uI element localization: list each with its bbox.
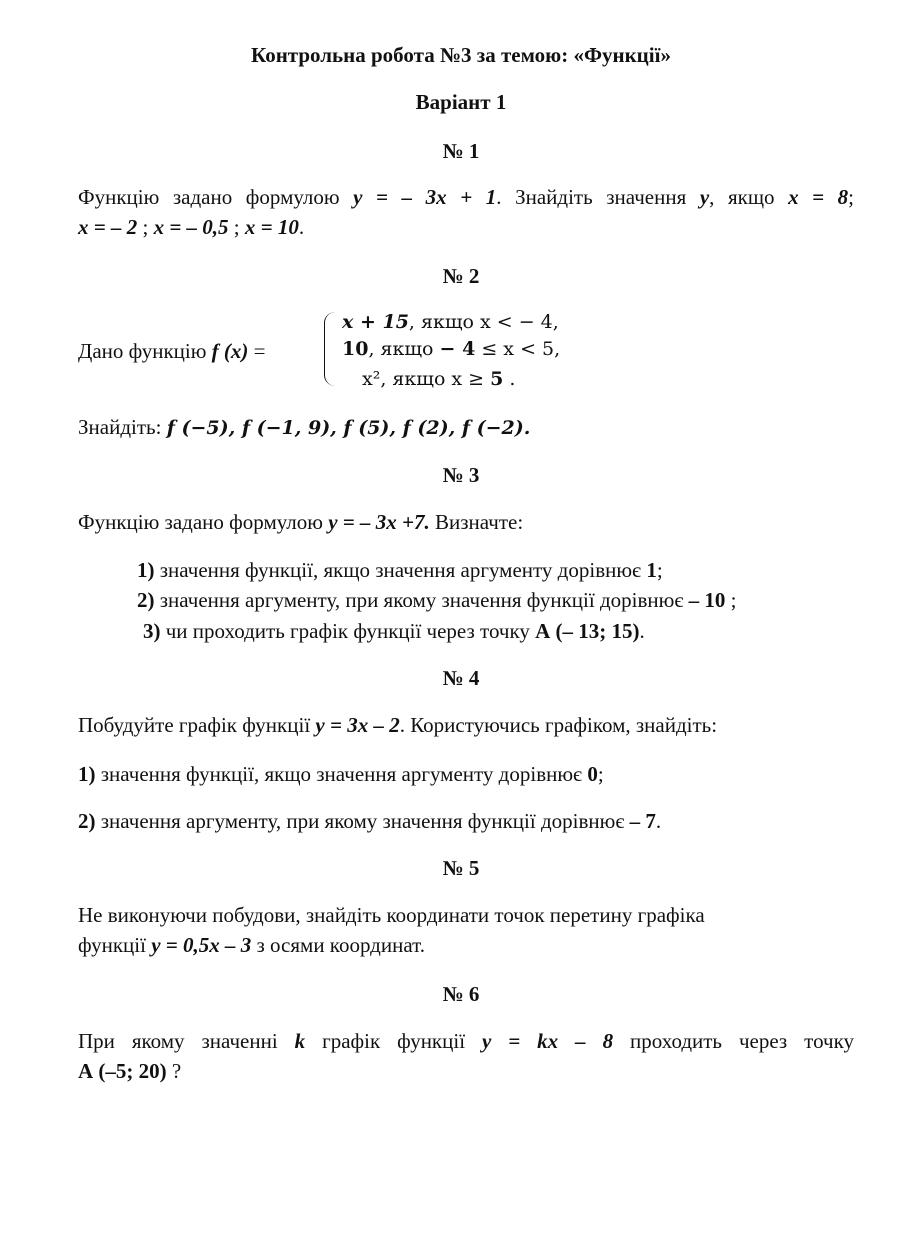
case-3-condition: , якщо x ≥ <box>380 368 491 390</box>
item-number: 1) <box>78 762 96 786</box>
task-1-value-4: x = 10 <box>244 215 299 239</box>
case-1-condition: , якщо x < − 4, <box>408 311 559 333</box>
task-4-item-2 <box>78 808 661 834</box>
task-3-text: Функцію задано формулою <box>78 510 329 534</box>
task-3-item-1 <box>137 557 663 583</box>
case-2-condition: ≤ x < 5, <box>475 338 561 360</box>
item-text: значення функції, якщо значення аргументу дорівнює <box>154 558 647 582</box>
task-6-question-mark: ? <box>166 1059 182 1083</box>
case-1-expression: x + 15 <box>342 311 409 333</box>
task-1-var-y: y <box>699 185 710 209</box>
piecewise-case-2 <box>342 336 560 362</box>
piecewise-case-3 <box>362 366 515 392</box>
item-value: – 7 <box>629 809 656 833</box>
task-6-text-3: проходить через точку <box>613 1029 854 1053</box>
task-1-semicolon: ; <box>848 185 854 209</box>
task-4-statement <box>78 712 717 738</box>
task-5-line-1: Не виконуючи побудови, знайдіть координати точок перетину графіка <box>78 903 705 927</box>
variant-heading: Варіант 1 <box>415 90 507 114</box>
case-2-if: , якщо <box>368 338 440 360</box>
task-5-text: функції <box>78 933 152 957</box>
task-5-formula: y = 0,5x – 3 <box>151 933 252 957</box>
task-6-text-2: графік функції <box>305 1029 482 1053</box>
task-1-line-2 <box>78 214 304 240</box>
task-6-point: А (–5; 20) <box>78 1059 167 1083</box>
task-1-text-2: . Знайдіть значення <box>496 185 700 209</box>
item-number: 1) <box>137 558 155 582</box>
item-text: значення аргументу, при якому значення функції дорівнює <box>95 809 630 833</box>
task-2-given-text: Дано функцію <box>78 339 212 363</box>
task-1-formula: y = – 3x + 1 <box>353 185 497 209</box>
task-5-line-2 <box>78 932 425 958</box>
task-5-text-2: з осями координат. <box>251 933 425 957</box>
task-2-equals: = <box>248 339 266 363</box>
item-text: значення аргументу, при якому значення функції дорівнює <box>154 588 689 612</box>
piecewise-brace <box>324 312 335 386</box>
task-1-text-3: , якщо <box>709 185 789 209</box>
case-2-expression: 10 <box>342 338 369 360</box>
task-4-text: Побудуйте графік функції <box>78 713 316 737</box>
task-2-number: № 2 <box>442 264 480 288</box>
item-end: ; <box>597 762 604 786</box>
item-end: ; <box>656 558 663 582</box>
item-end: . <box>655 809 662 833</box>
case-3-period: . <box>503 368 516 390</box>
task-1-value-1: x = 8 <box>788 185 849 209</box>
task-2-find-values: f (−5), f (−1, 9), f (5), f (2), f (−2). <box>166 417 531 439</box>
task-4-number: № 4 <box>442 666 480 690</box>
task-1-value-2: x = – 2 <box>78 215 138 239</box>
task-3-item-2 <box>137 587 736 613</box>
item-value: 0 <box>587 762 598 786</box>
item-number: 2) <box>137 588 155 612</box>
item-number: 2) <box>78 809 96 833</box>
task-4-item-1 <box>78 761 604 787</box>
task-6-param-k: k <box>294 1029 306 1053</box>
task-6-line-2 <box>78 1058 181 1084</box>
task-3-text-2: Визначте: <box>429 510 524 534</box>
task-6-formula: y = kx – 8 <box>482 1029 614 1053</box>
item-value: – 10 <box>688 588 726 612</box>
case-2-lower-bound: − 4 <box>439 338 476 360</box>
task-1-sep-1: ; <box>137 215 154 239</box>
item-end: ; <box>725 588 737 612</box>
item-end: . <box>639 619 645 643</box>
task-2-find <box>78 414 530 441</box>
task-6-number: № 6 <box>442 982 480 1006</box>
task-4-text-2: . Користуючись графіком, знайдіть: <box>399 713 718 737</box>
piecewise-case-1 <box>342 309 559 335</box>
task-1-text: Функцію задано формулою <box>78 185 354 209</box>
task-1-value-3: x = – 0,5 <box>153 215 229 239</box>
item-text: значення функції, якщо значення аргументу дорівнює <box>95 762 588 786</box>
item-text: чи проходить графік функції через точку <box>160 619 536 643</box>
case-3-bound: 5 <box>490 368 504 390</box>
case-3-expression: x² <box>362 368 381 390</box>
task-6-line-1 <box>78 1028 854 1080</box>
task-2-given <box>78 338 266 364</box>
item-value: 1 <box>646 558 657 582</box>
task-2-find-label: Знайдіть: <box>78 415 167 439</box>
task-3-statement <box>78 509 523 535</box>
task-2-function-name: f (x) <box>211 339 249 363</box>
task-3-number: № 3 <box>442 463 480 487</box>
task-5-number: № 5 <box>442 856 480 880</box>
task-1-number: № 1 <box>442 139 480 163</box>
page-title: Контрольна робота №3 за темою: «Функції» <box>251 43 671 67</box>
task-6-text: При якому значенні <box>78 1029 295 1053</box>
task-3-item-3 <box>143 618 645 644</box>
item-number: 3) <box>143 619 161 643</box>
task-3-formula: y = – 3x +7. <box>328 510 430 534</box>
task-1-sep-2: ; <box>228 215 245 239</box>
task-4-formula: y = 3x – 2 <box>315 713 400 737</box>
item-value: А (– 13; 15) <box>535 619 640 643</box>
task-1-period: . <box>298 215 305 239</box>
